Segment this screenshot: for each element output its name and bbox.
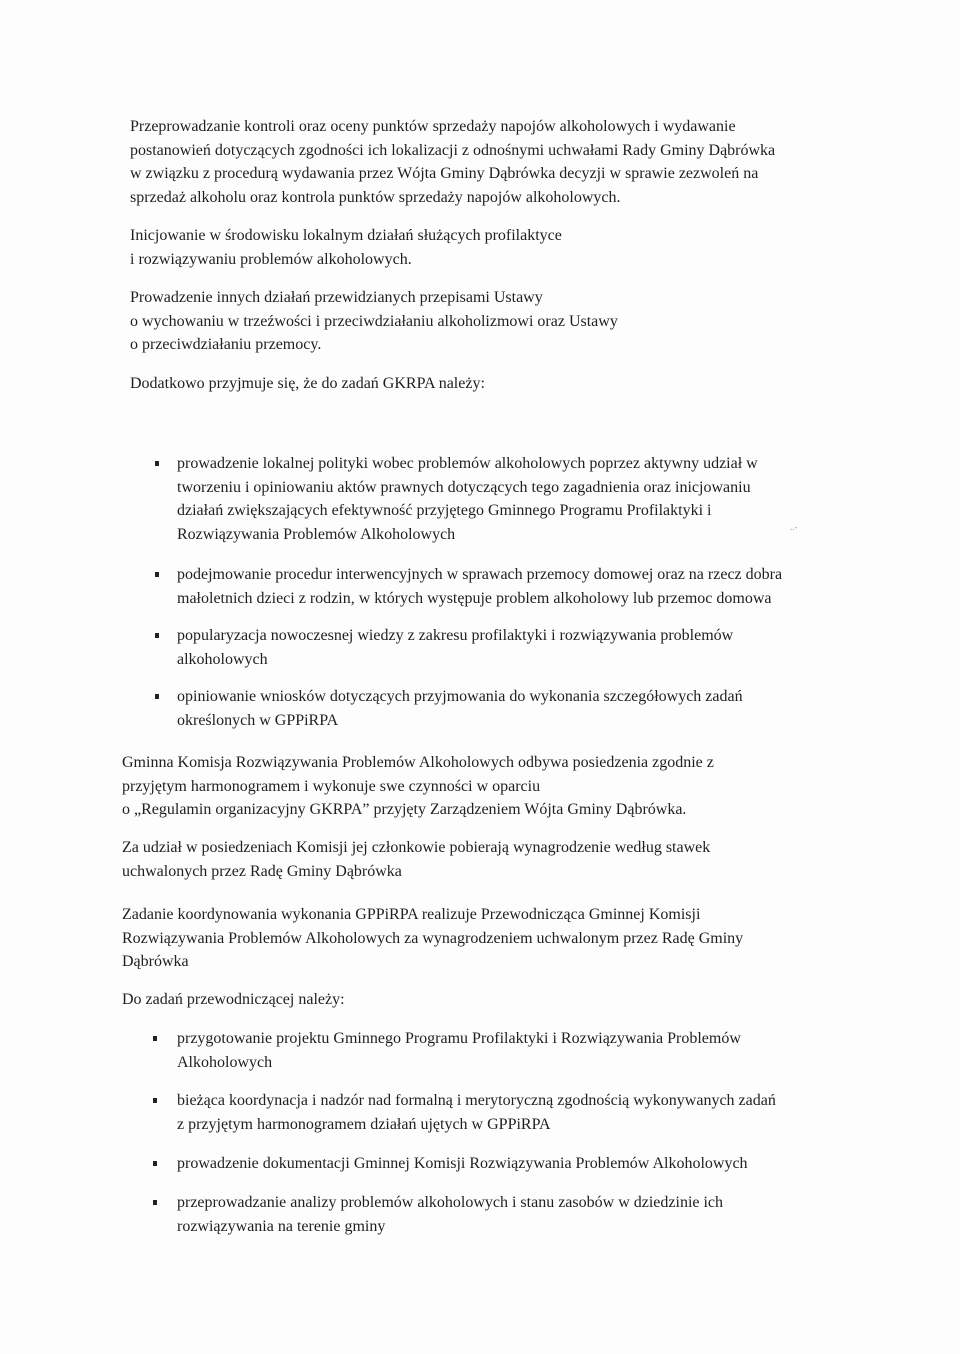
text-line: Zadanie koordynowania wykonania GPPiRPA realizuje Przewodnicząca Gminnej Komisji <box>122 906 701 923</box>
paragraph-local-initiatives <box>130 224 830 271</box>
scan-speck: ..- <box>790 522 798 532</box>
text-line: Inicjowanie w środowisku lokalnym działań służących profilaktyce <box>130 227 562 244</box>
text-line: podejmowanie procedur interwencyjnych w sprawach przemocy domowej oraz na rzecz dobra <box>177 566 783 583</box>
text-line: o wychowaniu w trzeźwości i przeciwdziałaniu alkoholizmowi oraz Ustawy <box>130 312 618 330</box>
bullet-marker <box>155 572 159 577</box>
text-line: działań zwiększających efektywność przyjętego Gminnego Programu Profilaktyki i <box>177 502 712 519</box>
text-line: prowadzenie dokumentacji Gminnej Komisji Rozwiązywania Problemów Alkoholowych <box>177 1155 748 1172</box>
text-line: Rozwiązywania Problemów Alkoholowych za wynagrodzeniem uchwalonym przez Radę Gminy <box>122 929 744 947</box>
list-item-text <box>177 1191 723 1238</box>
list-item-text <box>177 1089 776 1136</box>
paragraph-coordination <box>122 903 827 974</box>
paragraph-commission-meetings <box>122 751 827 822</box>
text-line: Prowadzenie innych działań przewidzianych przepisami Ustawy <box>130 289 543 306</box>
text-line: Przeprowadzanie kontroli oraz oceny punktów sprzedaży napojów alkoholowych i wydawanie <box>130 118 736 135</box>
text-line: przygotowanie projektu Gminnego Programu Profilaktyki i Rozwiązywania Problemów <box>177 1030 741 1047</box>
text-line: i rozwiązywaniu problemów alkoholowych. <box>130 250 412 268</box>
bullet-marker <box>153 1200 157 1205</box>
text-line: tworzeniu i opiniowaniu aktów prawnych dotyczących tego zagadnienia oraz inicjowaniu <box>177 478 751 496</box>
list-item-text <box>177 624 733 671</box>
text-line: z przyjętym harmonogramem działań ujętych w GPPiRPA <box>177 1115 551 1133</box>
paragraph-other-activities <box>130 286 830 357</box>
text-line: małoletnich dzieci z rodzin, w których występuje problem alkoholowy lub przemoc domowa <box>177 589 772 607</box>
bullet-marker <box>153 1036 157 1041</box>
text-line: o przeciwdziałaniu przemocy. <box>130 336 322 353</box>
text-line: Do zadań przewodniczącej należy: <box>122 991 345 1008</box>
bullet-marker <box>155 461 159 466</box>
text-line: Dąbrówka <box>122 953 189 970</box>
text-line: Gminna Komisja Rozwiązywania Problemów Alkoholowych odbywa posiedzenia zgodnie z <box>122 754 714 771</box>
text-line: o „Regulamin organizacyjny GKRPA” przyjęty Zarządzeniem Wójta Gminy Dąbrówka. <box>122 801 687 818</box>
text-line: w związku z procedurą wydawania przez Wójta Gminy Dąbrówka decyzji w sprawie zezwoleń na <box>130 165 759 182</box>
text-line: przyjętym harmonogramem i wykonuje swe czynności w oparciu <box>122 777 541 795</box>
list-item-text <box>177 563 782 610</box>
text-line: prowadzenie lokalnej polityki wobec problemów alkoholowych poprzez aktywny udział w <box>177 455 758 472</box>
paragraph-sales-control <box>130 115 830 209</box>
bullet-marker <box>153 1098 157 1103</box>
text-line: alkoholowych <box>177 650 268 668</box>
text-line: Alkoholowych <box>177 1053 273 1071</box>
list-item-text <box>177 685 743 732</box>
list-item-text <box>177 1027 741 1074</box>
text-line: Rozwiązywania Problemów Alkoholowych <box>177 525 456 543</box>
text-line: sprzedaż alkoholu oraz kontrola punktów sprzedaży napojów alkoholowych. <box>130 188 621 206</box>
text-line: Dodatkowo przyjmuje się, że do zadań GKRPA należy: <box>130 375 485 392</box>
paragraph-remuneration <box>122 836 827 883</box>
text-line: popularyzacja nowoczesnej wiedzy z zakresu profilaktyki i rozwiązywania problemów <box>177 627 734 644</box>
text-line: bieżąca koordynacja i nadzór nad formalną i merytoryczną zgodnością wykonywanych zadań <box>177 1092 776 1109</box>
paragraph-chair-intro <box>122 988 827 1012</box>
text-line: uchwalonych przez Radę Gminy Dąbrówka <box>122 862 402 880</box>
text-line: opiniowanie wniosków dotyczących przyjmowania do wykonania szczegółowych zadań <box>177 688 743 705</box>
paragraph-gkrpa-intro <box>130 372 830 396</box>
list-item-text <box>177 452 758 546</box>
list-item-text <box>177 1152 748 1176</box>
bullet-marker <box>155 694 159 699</box>
text-line: określonych w GPPiRPA <box>177 711 339 729</box>
bullet-marker <box>153 1161 157 1166</box>
text-line: rozwiązywania na terenie gminy <box>177 1217 386 1235</box>
text-line: postanowień dotyczących zgodności ich lokalizacji z odnośnymi uchwałami Rady Gminy Dąbrówka <box>130 141 776 159</box>
bullet-marker <box>155 633 159 638</box>
text-line: przeprowadzanie analizy problemów alkoholowych i stanu zasobów w dziedzinie ich <box>177 1194 724 1211</box>
text-line: Za udział w posiedzeniach Komisji jej członkowie pobierają wynagrodzenie według stawek <box>122 839 711 856</box>
